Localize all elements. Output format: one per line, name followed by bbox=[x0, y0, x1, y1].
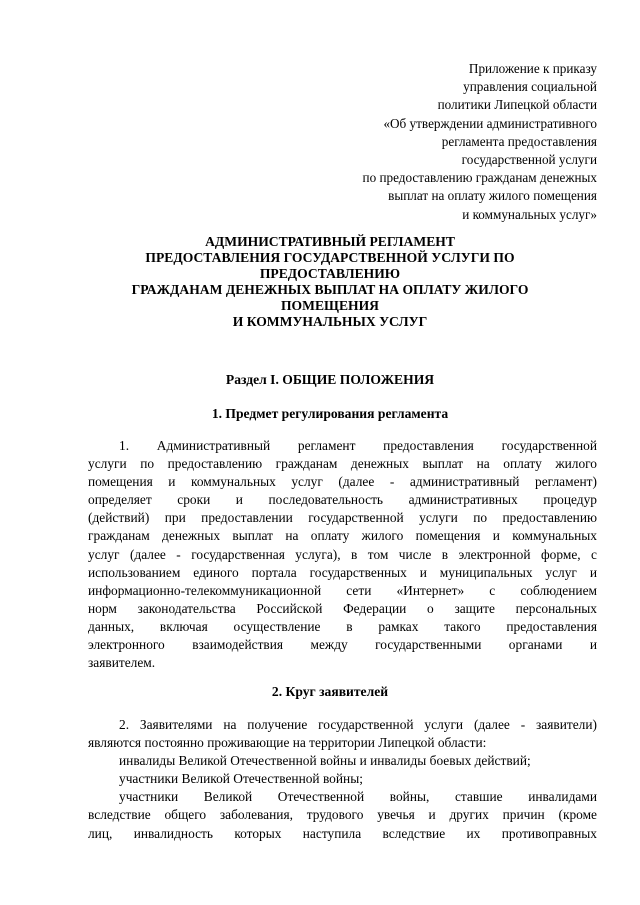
appendix-line: государственной услуги bbox=[461, 152, 597, 168]
text-line: помещения и коммунальных услуг (далее - административный регламент) bbox=[88, 474, 597, 490]
paragraph-2 bbox=[88, 716, 597, 843]
title-line: АДМИНИСТРАТИВНЫЙ РЕГЛАМЕНТ bbox=[205, 234, 455, 249]
text-line: лиц, инвалидность которых наступила вследствие их противоправных bbox=[88, 825, 597, 841]
paragraph-1 bbox=[88, 437, 597, 672]
text-line: информационно-телекоммуникационной сети «Интернет» с соблюдением bbox=[88, 582, 597, 598]
text-line: электронного взаимодействия между государственными органами и bbox=[88, 637, 597, 653]
text-line: являются постоянно проживающие на территории Липецкой области: bbox=[88, 735, 487, 751]
section-heading: Раздел I. ОБЩИЕ ПОЛОЖЕНИЯ bbox=[225, 372, 435, 387]
text-line: вследствие общего заболевания, трудового увечья и других причин (кроме bbox=[88, 807, 597, 823]
document-title bbox=[60, 234, 600, 329]
text-line: гражданам денежных выплат на оплату жилого помещения и коммунальных bbox=[88, 528, 597, 544]
text-line: данных, включая осуществление в рамках такого предоставления bbox=[88, 618, 597, 634]
appendix-line: и коммунальных услуг» bbox=[462, 206, 597, 222]
text-line: (действий) при предоставлении государственной услуги по предоставлению bbox=[88, 510, 597, 526]
title-line: И КОММУНАЛЬНЫХ УСЛУГ bbox=[232, 313, 428, 329]
text-line: определяет сроки и последовательность административных процедур bbox=[88, 492, 597, 508]
appendix-line: по предоставлению гражданам денежных bbox=[362, 170, 597, 186]
title-line: ПРЕДОСТАВЛЕНИЯ ГОСУДАРСТВЕННОЙ УСЛУГИ ПО bbox=[145, 249, 515, 265]
title-line: ГРАЖДАНАМ ДЕНЕЖНЫХ ВЫПЛАТ НА ОПЛАТУ ЖИЛОГО bbox=[131, 281, 529, 297]
text-line: заявителем. bbox=[88, 655, 156, 671]
appendix-block bbox=[363, 60, 597, 224]
subheading-subject: 1. Предмет регулирования регламента bbox=[211, 406, 449, 421]
title-line: ПОМЕЩЕНИЯ bbox=[280, 297, 379, 313]
text-line: 2. Заявителями на получение государственной услуги (далее - заявители) bbox=[119, 717, 597, 732]
appendix-line: «Об утверждении административного bbox=[383, 115, 597, 131]
title-line: ПРЕДОСТАВЛЕНИЮ bbox=[259, 265, 401, 281]
list-item: инвалиды Великой Отечественной войны и инвалиды боевых действий; bbox=[119, 753, 531, 769]
appendix-line: регламента предоставления bbox=[441, 133, 597, 149]
text-line: участники Великой Отечественной войны, ставшие инвалидами bbox=[119, 789, 597, 805]
appendix-line: управления социальной bbox=[463, 79, 597, 95]
text-line: 1. Административный регламент предоставления государственной bbox=[119, 438, 597, 453]
subheading-applicants: 2. Круг заявителей bbox=[271, 684, 389, 699]
text-line: использованием единого портала государственных и муниципальных услуг и bbox=[88, 564, 597, 580]
text-line: услуги по предоставлению гражданам денежных выплат на оплату жилого bbox=[88, 456, 597, 472]
text-line: норм законодательства Российской Федерации о защите персональных bbox=[88, 600, 597, 616]
appendix-line: политики Липецкой области bbox=[437, 97, 597, 113]
text-line: услуг (далее - государственная услуга), в том числе в электронной форме, с bbox=[88, 546, 597, 562]
list-item: участники Великой Отечественной войны; bbox=[119, 771, 363, 787]
appendix-line: Приложение к приказу bbox=[468, 61, 597, 76]
appendix-line: выплат на оплату жилого помещения bbox=[388, 188, 597, 204]
